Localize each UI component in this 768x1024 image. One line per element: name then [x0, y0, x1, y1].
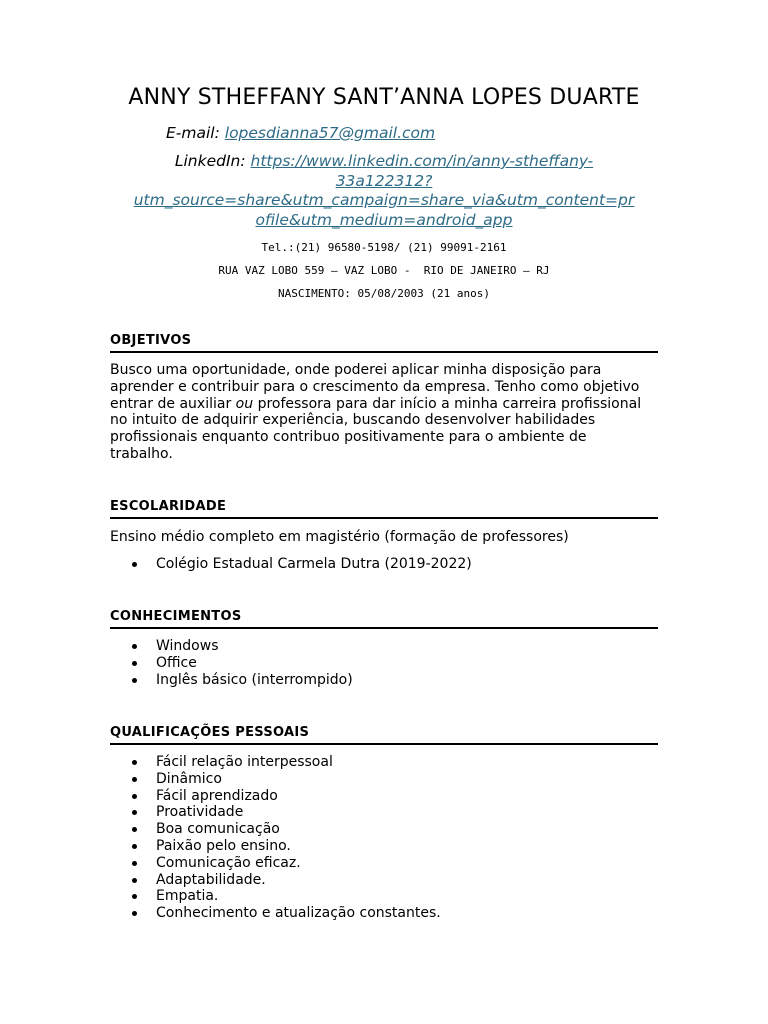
objetivos-line: no intuito de adquirir experiência, buscando desenvolver habilidades — [110, 412, 596, 429]
list-item — [110, 821, 658, 838]
escolaridade-text: Ensino médio completo em magistério (formação de professores) — [110, 529, 569, 545]
bullet-icon — [132, 794, 137, 799]
list-item-text: Fácil aprendizado — [156, 787, 278, 804]
list-item-text: Fácil relação interpessoal — [156, 754, 333, 770]
bullet-icon — [132, 760, 137, 765]
bullet-icon — [132, 678, 137, 683]
list-item — [110, 855, 658, 872]
bullet-icon — [132, 661, 137, 666]
bullet-icon — [132, 562, 137, 567]
list-item — [110, 556, 658, 573]
list-item-text: Inglês básico (interrompido) — [156, 671, 353, 688]
section-title-qualificacoes: QUALIFICAÇÕES PESSOAIS — [110, 725, 658, 745]
bullet-icon — [132, 894, 137, 899]
linkedin-line — [108, 152, 660, 230]
linkedin-link-part-2[interactable]: 33a122312? — [335, 171, 433, 190]
bullet-icon — [132, 878, 137, 883]
list-item — [110, 754, 658, 771]
address: RUA VAZ LOBO 559 – VAZ LOBO - RIO DE JANEIRO – RJ — [218, 264, 550, 277]
qualificacoes-list — [110, 754, 658, 922]
list-item-text: Colégio Estadual Carmela Dutra (2019-2022) — [156, 556, 472, 572]
email-link[interactable]: lopesdianna57@gmail.com — [224, 124, 436, 142]
list-item — [110, 672, 658, 689]
list-item-text: Empatia. — [156, 888, 219, 905]
objetivos-line: trabalho. — [110, 445, 173, 462]
list-item-text: Conhecimento e atualização constantes. — [156, 905, 441, 922]
phone-numbers: Tel.:(21) 96580-5198/ (21) 99091-2161 — [261, 241, 507, 254]
linkedin-label: LinkedIn: — [174, 152, 246, 170]
bullet-icon — [132, 844, 137, 849]
birth-date: NASCIMENTO: 05/08/2003 (21 anos) — [278, 287, 490, 300]
list-item-text: Paixão pelo ensino. — [156, 837, 291, 854]
list-item-text: Adaptabilidade. — [156, 871, 266, 888]
conhecimentos-list — [110, 638, 658, 688]
objetivos-line: entrar de auxiliar ou professora para dar início a minha carreira profissional — [110, 395, 642, 412]
candidate-name: ANNY STHEFFANY SANT’ANNA LOPES DUARTE — [128, 85, 640, 110]
list-item — [110, 655, 658, 672]
bullet-icon — [132, 644, 137, 649]
list-item — [110, 872, 658, 889]
list-item-text: Proatividade — [156, 804, 244, 821]
list-item — [110, 804, 658, 821]
list-item-text: Comunicação eficaz. — [156, 854, 301, 871]
objetivos-line: profissionais enquanto contribuo positivamente para o ambiente de — [110, 429, 587, 446]
objetivos-text — [110, 362, 658, 463]
section-title-objetivos: OBJETIVOS — [110, 333, 658, 353]
escolaridade-list — [110, 556, 658, 573]
list-item — [110, 838, 658, 855]
email-label: E-mail: — [166, 124, 220, 142]
bullet-icon — [132, 827, 137, 832]
list-item-text: Boa comunicação — [156, 821, 280, 838]
objetivos-line: aprender e contribuir para o crescimento da empresa. Tenho como objetivo — [110, 378, 640, 395]
linkedin-link-part-3[interactable]: utm_source=share&utm_campaign=share_via&utm_content=pr — [133, 191, 635, 209]
bullet-icon — [132, 810, 137, 815]
list-item-text: Dinâmico — [156, 770, 222, 787]
section-title-conhecimentos: CONHECIMENTOS — [110, 609, 658, 629]
list-item-text: Windows — [156, 638, 219, 654]
list-item — [110, 888, 658, 905]
list-item — [110, 905, 658, 922]
bullet-icon — [132, 861, 137, 866]
list-item — [110, 771, 658, 788]
list-item-text: Office — [156, 654, 197, 671]
list-item — [110, 638, 658, 655]
bullet-icon — [132, 777, 137, 782]
bullet-icon — [132, 911, 137, 916]
linkedin-link-part-1[interactable]: https://www.linkedin.com/in/anny-stheffany- — [250, 152, 594, 170]
list-item — [110, 788, 658, 805]
email-line — [166, 123, 435, 143]
linkedin-link-part-4[interactable]: ofile&utm_medium=android_app — [255, 210, 513, 229]
section-title-escolaridade: ESCOLARIDADE — [110, 499, 658, 519]
objetivos-line: Busco uma oportunidade, onde poderei aplicar minha disposição para — [110, 362, 602, 378]
